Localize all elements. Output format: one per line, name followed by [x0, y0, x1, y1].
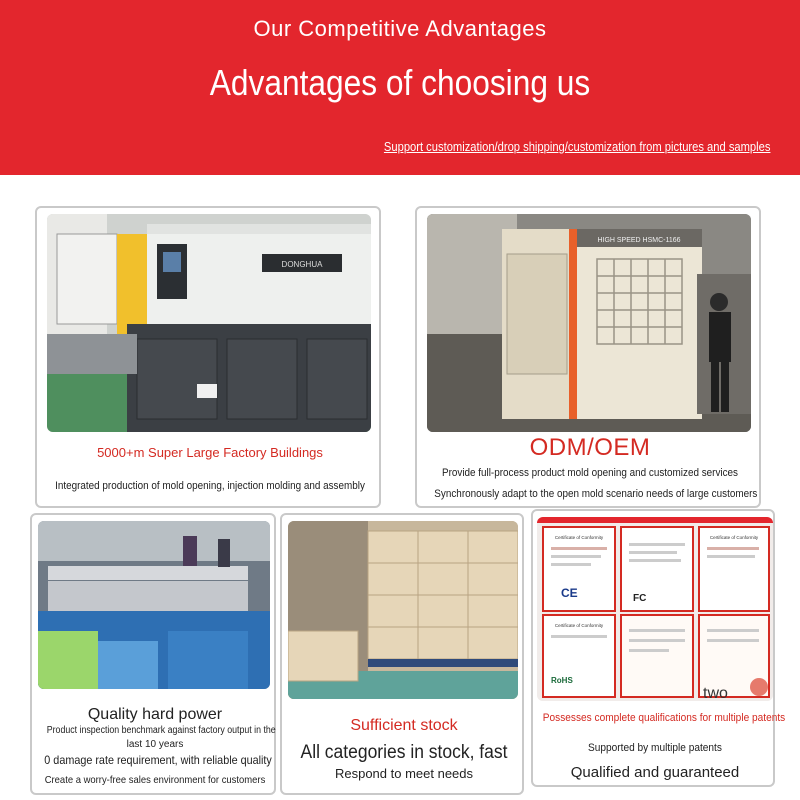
inspection-line-photo	[38, 521, 270, 689]
factory-desc: Integrated production of mold opening, injection molding and assembly	[55, 480, 365, 492]
cnc-machine-label: HIGH SPEED HSMC-1166	[597, 237, 681, 244]
inspection-line-illustration	[38, 521, 270, 689]
cnc-machine-illustration	[427, 214, 751, 432]
quality-line-3: 0 damage rate requirement, with reliable quality	[44, 753, 272, 767]
stock-card	[280, 513, 524, 795]
quality-line-1: Product inspection benchmark against factory output in the	[46, 725, 276, 736]
odm-title: ODM/OEM	[529, 434, 651, 461]
machine-badge: DONGHUA	[281, 260, 323, 269]
warehouse-photo	[288, 521, 518, 699]
factory-card	[35, 206, 381, 508]
patents-title: Possesses complete qualifications for multiple patents	[542, 712, 786, 724]
cert-mark-ce: CE	[561, 586, 578, 600]
cert-heading-1: Certificate of Conformity	[554, 535, 604, 540]
cnc-machine-photo	[427, 214, 751, 432]
patents-overlay: two	[703, 685, 728, 702]
injection-machine-illustration	[47, 214, 371, 432]
odm-card	[415, 206, 761, 508]
odm-desc-1: Provide full-process product mold opening and customized services	[441, 467, 739, 479]
header-subtitle: Our Competitive Advantages	[253, 16, 547, 41]
header-title: Advantages of choosing us	[209, 62, 591, 103]
header-banner	[0, 0, 800, 175]
warehouse-illustration	[288, 521, 518, 699]
patents-card	[531, 509, 786, 787]
injection-machine-photo	[47, 214, 371, 432]
stock-line-2: Respond to meet needs	[334, 766, 474, 781]
cert-heading-3: Certificate of Conformity	[554, 623, 604, 628]
quality-line-2: last 10 years	[126, 739, 184, 750]
stock-line-1: All categories in stock, fast	[300, 742, 508, 763]
cert-heading-2: Certificate of Conformity	[709, 535, 759, 540]
factory-title: 5000+m Super Large Factory Buildings	[97, 445, 323, 460]
quality-title: Quality hard power	[87, 706, 223, 723]
header-tagline: Support customization/drop shipping/customization from pictures and samples	[383, 139, 770, 154]
cert-mark-rohs: RoHS	[551, 676, 573, 685]
stock-title: Sufficient stock	[350, 717, 458, 734]
patents-line-2: Qualified and guaranteed	[570, 764, 740, 781]
odm-desc-2: Synchronously adapt to the open mold scenario needs of large customers	[434, 488, 758, 500]
patents-line-1: Supported by multiple patents	[588, 742, 722, 754]
certificates-photo	[537, 517, 773, 701]
quality-line-4: Create a worry-free sales environment for customers	[44, 774, 266, 786]
quality-card	[30, 513, 276, 795]
certificates-illustration	[537, 517, 773, 701]
cert-mark-fc: FC	[633, 593, 647, 604]
